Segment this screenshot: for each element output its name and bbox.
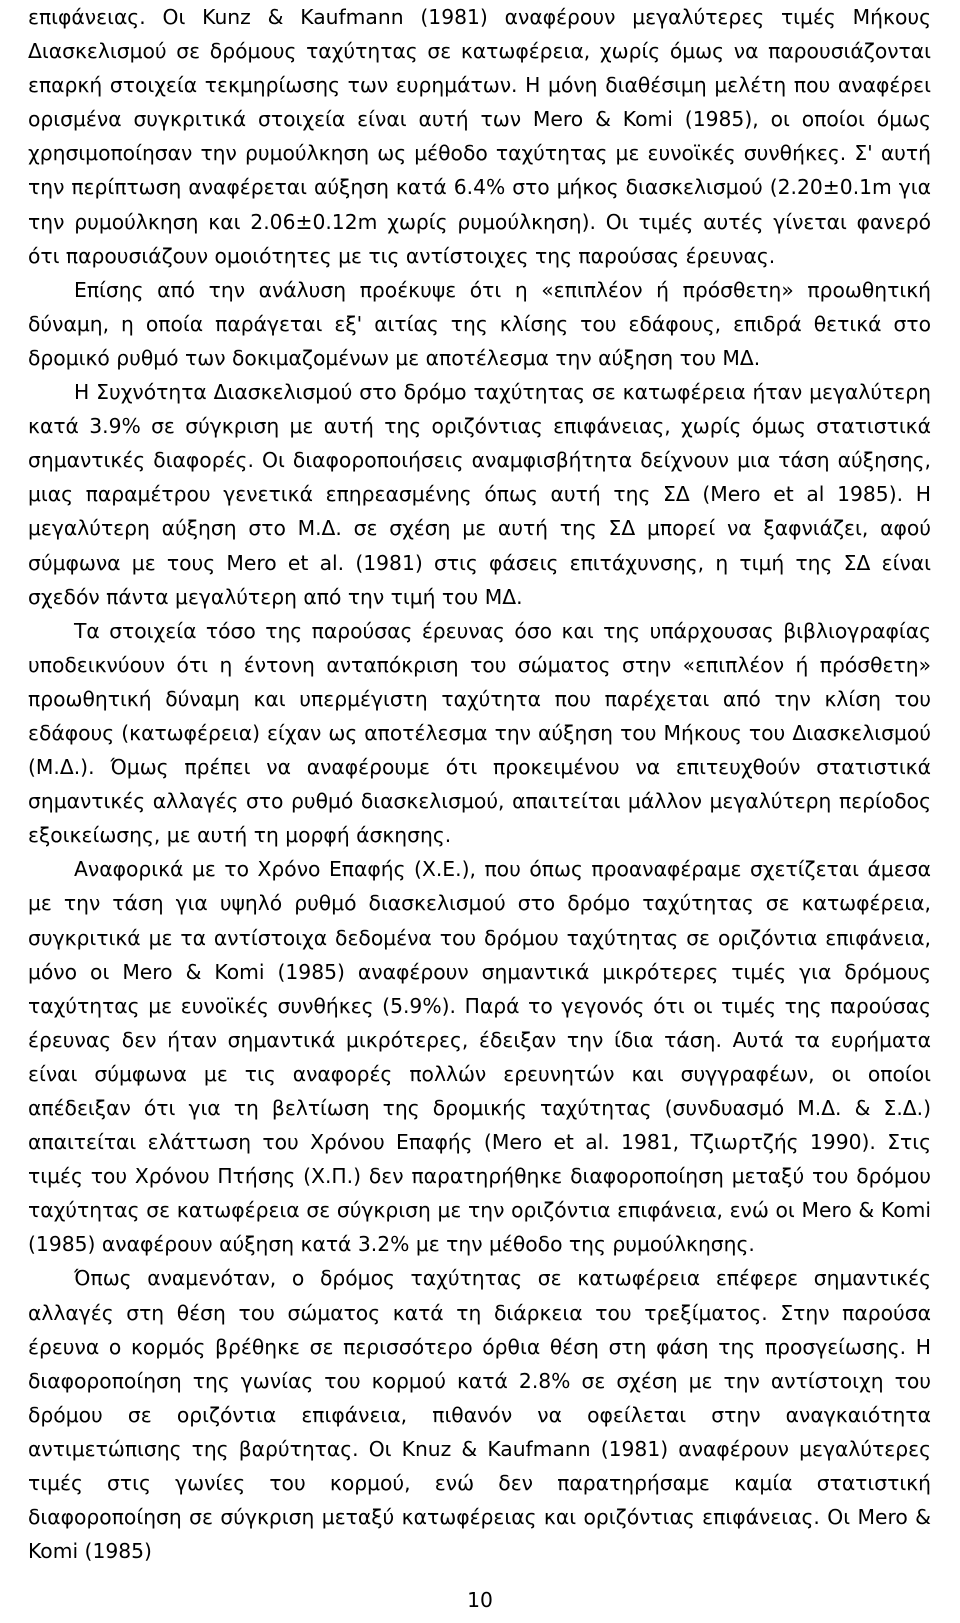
paragraph-1: επιφάνειας. Οι Kunz & Kaufmann (1981) αναφέρουν μεγαλύτερες τιμές Μήκους Διασκελισμού σε δρόμους ταχύτητας σε κατωφέρεια, χωρίς όμως να παρουσιάζονται επαρκή στοιχεία τεκμηρίωσης των ευρημάτων. Η μόνη διαθέσιμη μελέτη που αναφέρει ορισμένα συγκριτικά στοιχεία είναι αυτή των Mero & Komi (1985), οι οποίοι όμως χρησιμοποίησαν την ρυμούλκηση ως μέθοδο ταχύτητας με ευνοϊκές συνθήκες. Σ' αυτή την περίπτωση αναφέρεται αύξηση κατά 6.4% στο μήκος διασκελισμού (2.20±0.1m για την ρυμούλκηση και 2.06±0.12m χωρίς ρυμούλκηση). Οι τιμές αυτές γίνεται φανερό ότι παρουσιάζουν ομοιότητες με τις αντίστοιχες της παρούσας έρευνας. — [28, 5, 931, 268]
document-body — [28, 0, 931, 1568]
paragraph-5: Αναφορικά με το Χρόνο Επαφής (Χ.Ε.), που όπως προαναφέραμε σχετίζεται άμεσα με την τάση για υψηλό ρυθμό διασκελισμού στο δρόμο ταχύτητας σε κατωφέρεια, συγκριτικά με τα αντίστοιχα δεδομένα του δρόμου ταχύτητας σε οριζόντια επιφάνεια, μόνο οι Mero & Komi (1985) αναφέρουν σημαντικά μικρότερες τιμές για δρόμους ταχύτητας με ευνοϊκές συνθήκες (5.9%). Παρά το γεγονός ότι οι τιμές της παρούσας έρευνας δεν ήταν σημαντικά μικρότερες, έδειξαν την ίδια τάση. Αυτά τα ευρήματα είναι σύμφωνα με τις αναφορές πολλών ερευνητών και συγγραφέων, οι οποίοι απέδειξαν ότι για τη βελτίωση της δρομικής ταχύτητας (συνδυασμό Μ.Δ. & Σ.Δ.) απαιτείται ελάττωση του Χρόνου Επαφής (Mero et al. 1981, Τζιωρτζής 1990). Στις τιμές του Χρόνου Πτήσης (Χ.Π.) δεν παρατηρήθηκε διαφοροποίηση μεταξύ του δρόμου ταχύτητας σε κατωφέρεια σε σύγκριση με την οριζόντια επιφάνεια, ενώ οι Mero & Komi (1985) αναφέρουν αύξηση κατά 3.2% με την μέθοδο της ρυμούλκησης. — [28, 857, 931, 1257]
page-number: 10 — [467, 1588, 493, 1612]
paragraph-4: Τα στοιχεία τόσο της παρούσας έρευνας όσο και της υπάρχουσας βιβλιογραφίας υποδεικνύουν ότι η έντονη ανταπόκριση του σώματος στην «επιπλέον ή πρόσθετη» προωθητική δύναμη και υπερμέγιστη ταχύτητα που παρέχεται από την κλίση του εδάφους (κατωφέρεια) είχαν ως αποτέλεσμα την αύξηση του Μήκους του Διασκελισμού (Μ.Δ.). Όμως πρέπει να αναφέρουμε ότι προκειμένου να επιτευχθούν στατιστικά σημαντικές αλλαγές στο ρυθμό διασκελισμού, απαιτείται μάλλον μεγαλύτερη περίοδος εξοικείωσης, με αυτή τη μορφή άσκησης. — [28, 618, 931, 848]
paragraph-3: Η Συχνότητα Διασκελισμού στο δρόμο ταχύτητας σε κατωφέρεια ήταν μεγαλύτερη κατά 3.9% σε σύγκριση με αυτή της οριζόντιας επιφάνειας, χωρίς όμως στατιστικά σημαντικές διαφορές. Οι διαφοροποιήσεις αναμφισβήτητα δείχνουν μια τάση αύξησης, μιας παραμέτρου γενετικά επηρεασμένης όπως αυτή της ΣΔ (Mero et al 1985). Η μεγαλύτερη αύξηση στο Μ.Δ. σε σχέση με αυτή της ΣΔ μπορεί να ξαφνιάζει, αφού σύμφωνα με τους Mero et al. (1981) στις φάσεις επιτάχυνσης, η τιμή της ΣΔ είναι σχεδόν πάντα μεγαλύτερη από την τιμή του ΜΔ. — [28, 380, 931, 609]
paragraph-2: Επίσης από την ανάλυση προέκυψε ότι η «επιπλέον ή πρόσθετη» προωθητική δύναμη, η οποία παράγεται εξ' αιτίας της κλίσης του εδάφους, επιδρά θετικά στο δρομικό ρυθμό των δοκιμαζομένων με αποτέλεσμα την αύξηση του ΜΔ. — [28, 277, 931, 370]
paragraph-6: Όπως αναμενόταν, ο δρόμος ταχύτητας σε κατωφέρεια επέφερε σημαντικές αλλαγές στη θέση του σώματος κατά τη διάρκεια του τρεξίματος. Στην παρούσα έρευνα ο κορμός βρέθηκε σε περισσότερο όρθια θέση στη φάση της προσγείωσης. Η διαφοροποίηση της γωνίας του κορμού κατά 2.8% σε σχέση με την αντίστοιχη του δρόμου σε οριζόντια επιφάνεια, πιθανόν να οφείλεται στην αναγκαιότητα αντιμετώπισης της βαρύτητας. Οι Knuz & Kaufmann (1981) αναφέρουν μεγαλύτερες τιμές στις γωνίες του κορμού, ενώ δεν παρατηρήσαμε καμία στατιστική διαφοροποίηση σε σύγκριση μεταξύ κατωφέρειας και οριζόντιας επιφάνειας. Οι Mero & Komi (1985) — [28, 1266, 931, 1564]
